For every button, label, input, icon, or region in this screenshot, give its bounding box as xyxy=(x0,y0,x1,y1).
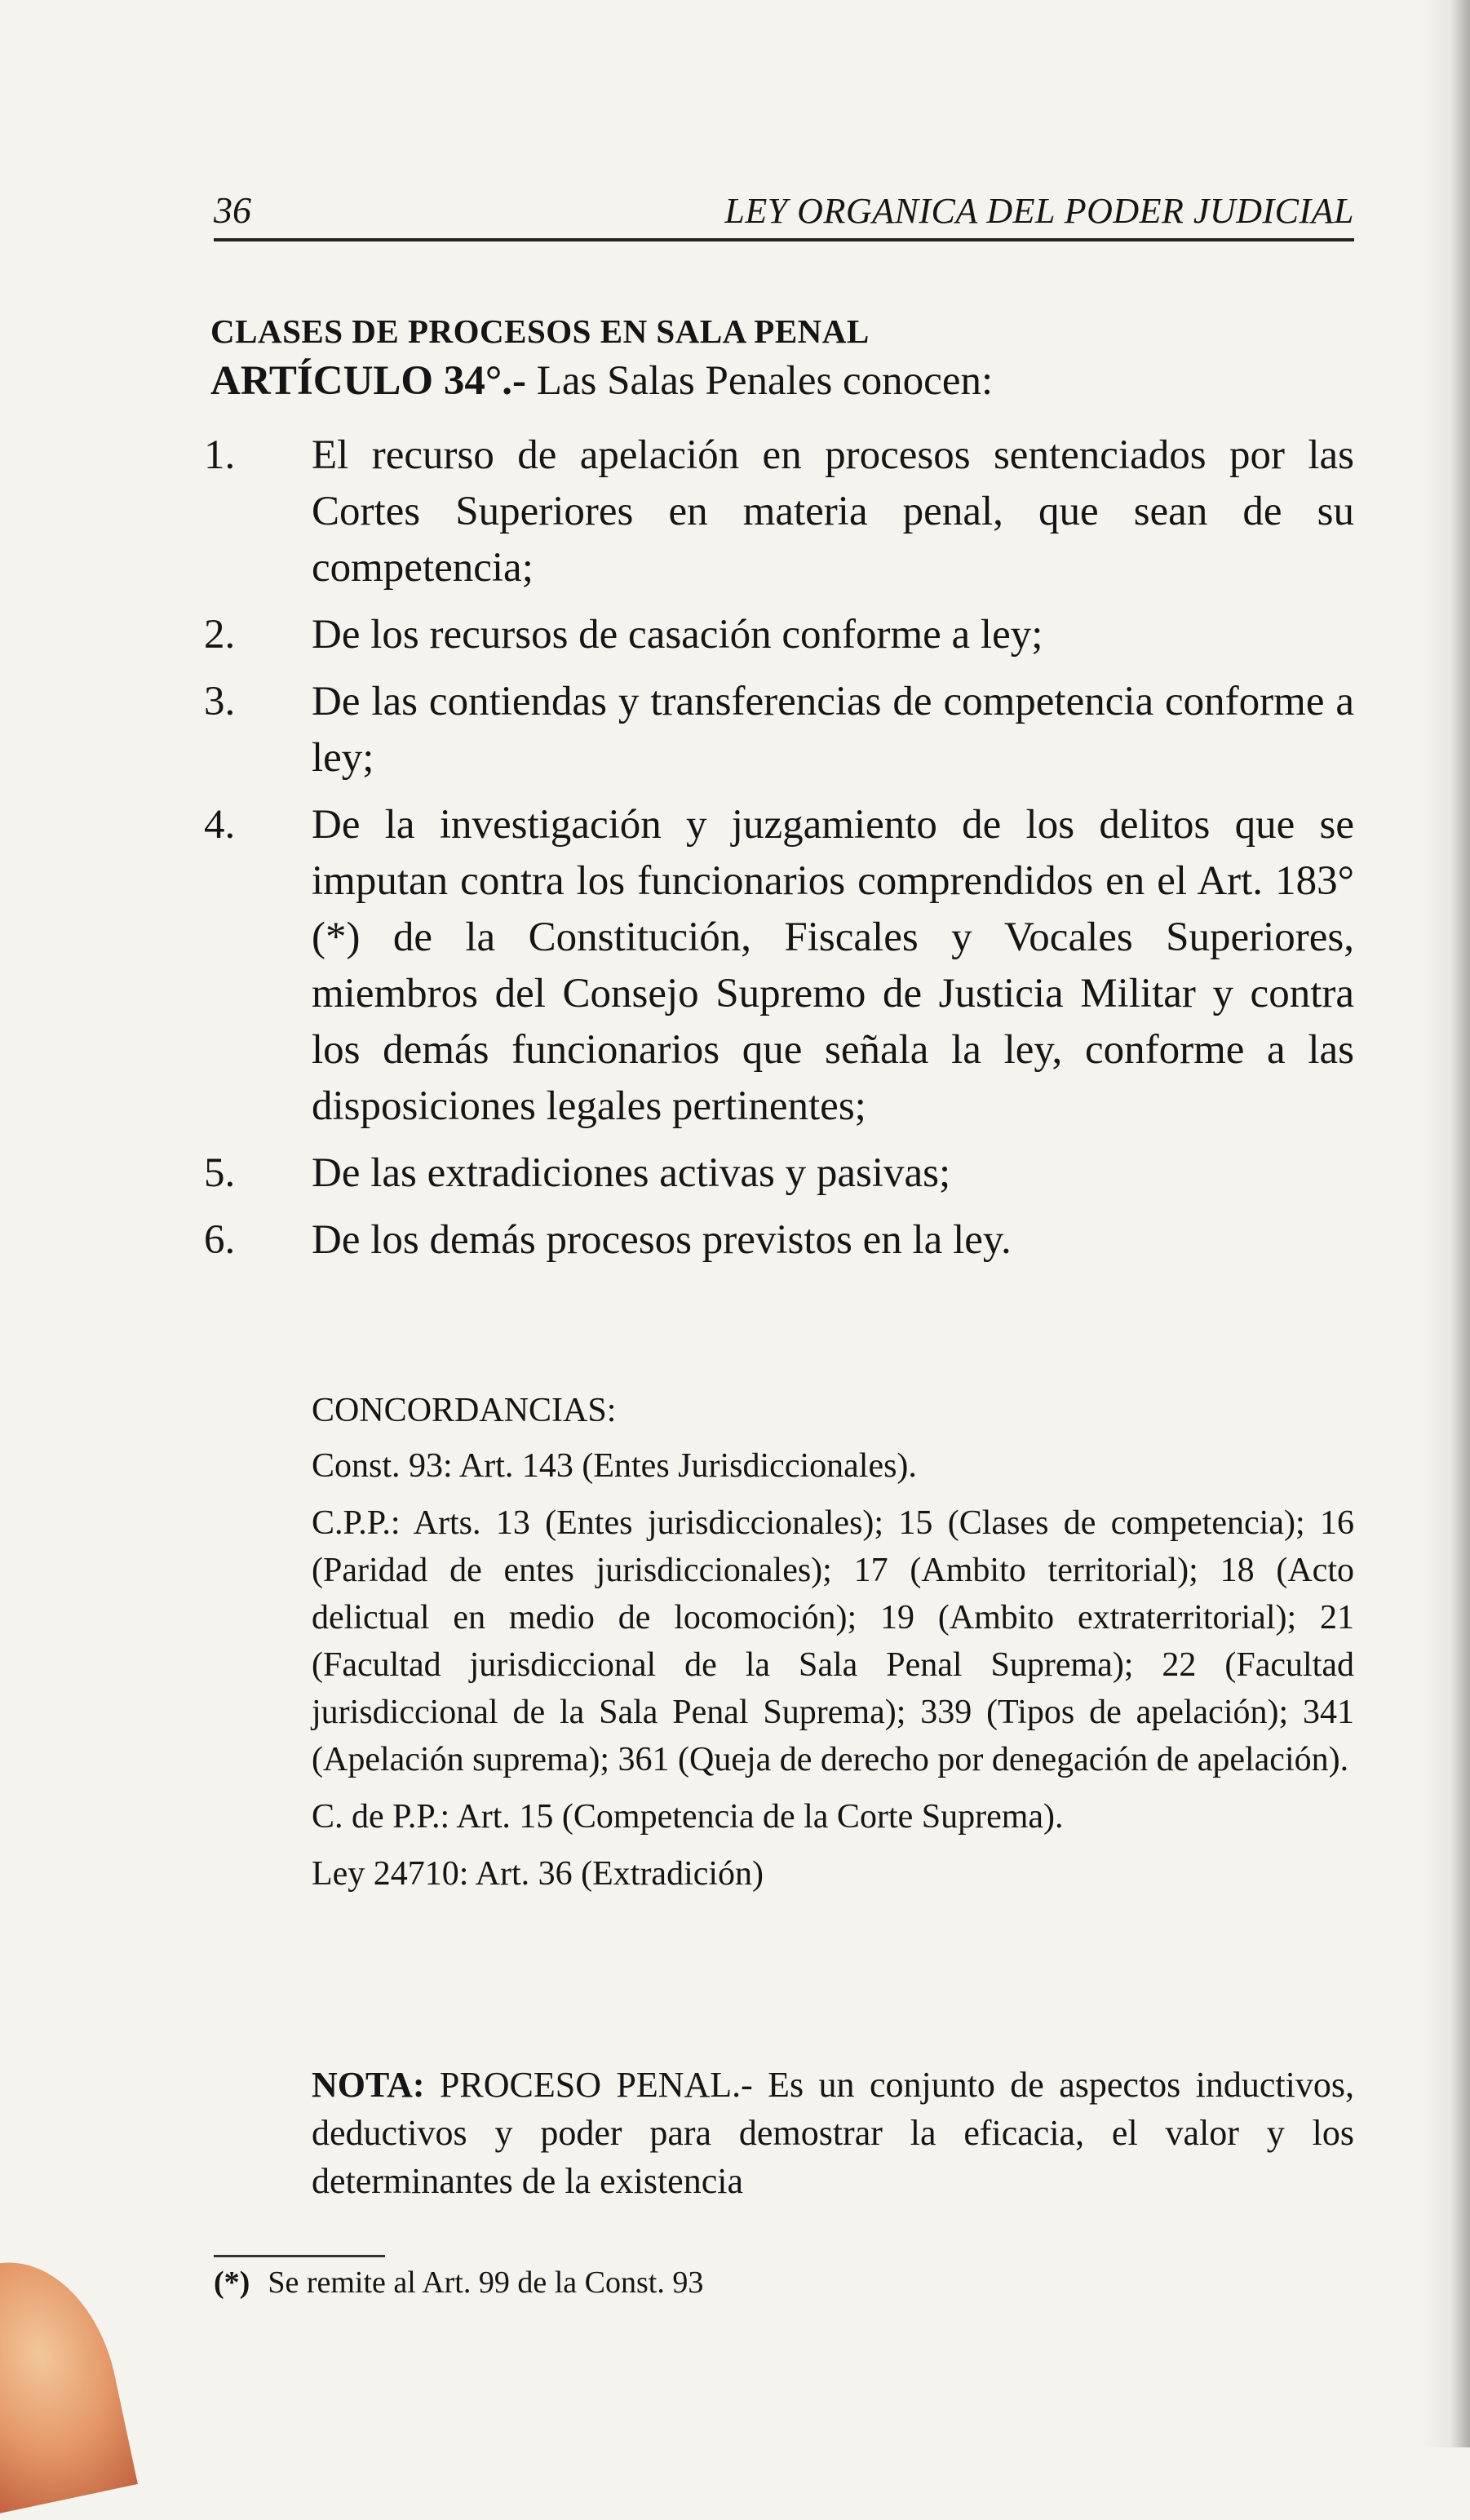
article-intro xyxy=(210,357,993,405)
item-number: 6. xyxy=(204,1217,236,1263)
footnote xyxy=(214,2265,703,2301)
article-label: ARTÍCULO 34°.- xyxy=(210,358,526,404)
concordancia-entry: Const. 93: Art. 143 (Entes Jurisdiccionales). xyxy=(312,1447,917,1485)
list-item xyxy=(204,1212,1354,1269)
item-text: De los demás procesos previstos en la ley. xyxy=(312,1217,1012,1263)
item-number: 1. xyxy=(204,432,236,478)
concordancias-heading: CONCORDANCIAS: xyxy=(312,1392,617,1429)
footnote-divider xyxy=(214,2255,385,2257)
list-item xyxy=(204,674,1354,786)
item-text: De la investigación y juzgamiento de los delitos que se imputan contra los funcionarios comprendidos en el Art. 183°(*) de la Constitución, Fiscales y Vocales Superiores, miembros del Consejo Supremo de Justicia Militar y contra los demás funcionarios que señala la ley, conforme a las disposiciones legales pertinentes; xyxy=(312,802,1354,1129)
concordancia-entry: Ley 24710: Art. 36 (Extradición) xyxy=(312,1855,764,1893)
list-item xyxy=(204,1145,1354,1202)
item-number: 2. xyxy=(204,612,236,658)
section-heading: CLASES DE PROCESOS EN SALA PENAL xyxy=(210,312,870,350)
item-number: 3. xyxy=(204,679,236,724)
note-label: NOTA: xyxy=(312,2065,425,2105)
item-text: De las contiendas y transferencias de competencia conforme a ley; xyxy=(312,679,1354,781)
footnote-mark: (*) xyxy=(214,2265,250,2300)
concordancia-entry: C. de P.P.: Art. 15 (Competencia de la Corte Suprema). xyxy=(312,1798,1064,1836)
item-number: 5. xyxy=(204,1150,236,1196)
item-text: El recurso de apelación en procesos sentenciados por las Cortes Superiores en materia penal, que sean de su competencia; xyxy=(312,432,1354,591)
article-intro-text: Las Salas Penales conocen: xyxy=(525,358,994,404)
item-number: 4. xyxy=(204,802,236,848)
thumb-photo-artifact xyxy=(0,2244,138,2519)
page-header xyxy=(214,189,1354,241)
item-text: De los recursos de casación conforme a ley; xyxy=(312,612,1043,658)
running-title: LEY ORGANICA DEL PODER JUDICIAL xyxy=(724,191,1354,231)
note-text: PROCESO PENAL.- Es un conjunto de aspectos inductivos, deductivos y poder para demostrar la eficacia, el valor y los determinantes de la existencia xyxy=(312,2065,1354,2201)
concordancias-block xyxy=(312,1387,1354,1907)
list-item xyxy=(204,797,1354,1135)
footnote-text: Se remite al Art. 99 de la Const. 93 xyxy=(268,2265,704,2300)
article-items-list xyxy=(204,427,1354,1279)
item-text: De las extradiciones activas y pasivas; xyxy=(312,1150,951,1196)
page-number: 36 xyxy=(214,189,251,231)
note-paragraph xyxy=(312,2061,1354,2205)
page-edge-shadow xyxy=(1421,0,1470,2447)
list-item xyxy=(204,427,1354,596)
list-item xyxy=(204,607,1354,663)
concordancia-entry: C.P.P.: Arts. 13 (Entes jurisdiccionales); 15 (Clases de competencia); 16 (Paridad de entes jurisdiccionales); 17 (Ambito territorial); 18 (Acto delictual en medio de locomoción); 19 (Ambito extraterritorial); 21 (Facultad jurisdiccional de la Sala Penal Suprema); 22 (Facultad jurisdiccional de la Sala Penal Suprema); 339 (Tipos de apelación); 341 (Apelación suprema); 361 (Queja de derecho por denegación de apelación). xyxy=(312,1504,1354,1778)
